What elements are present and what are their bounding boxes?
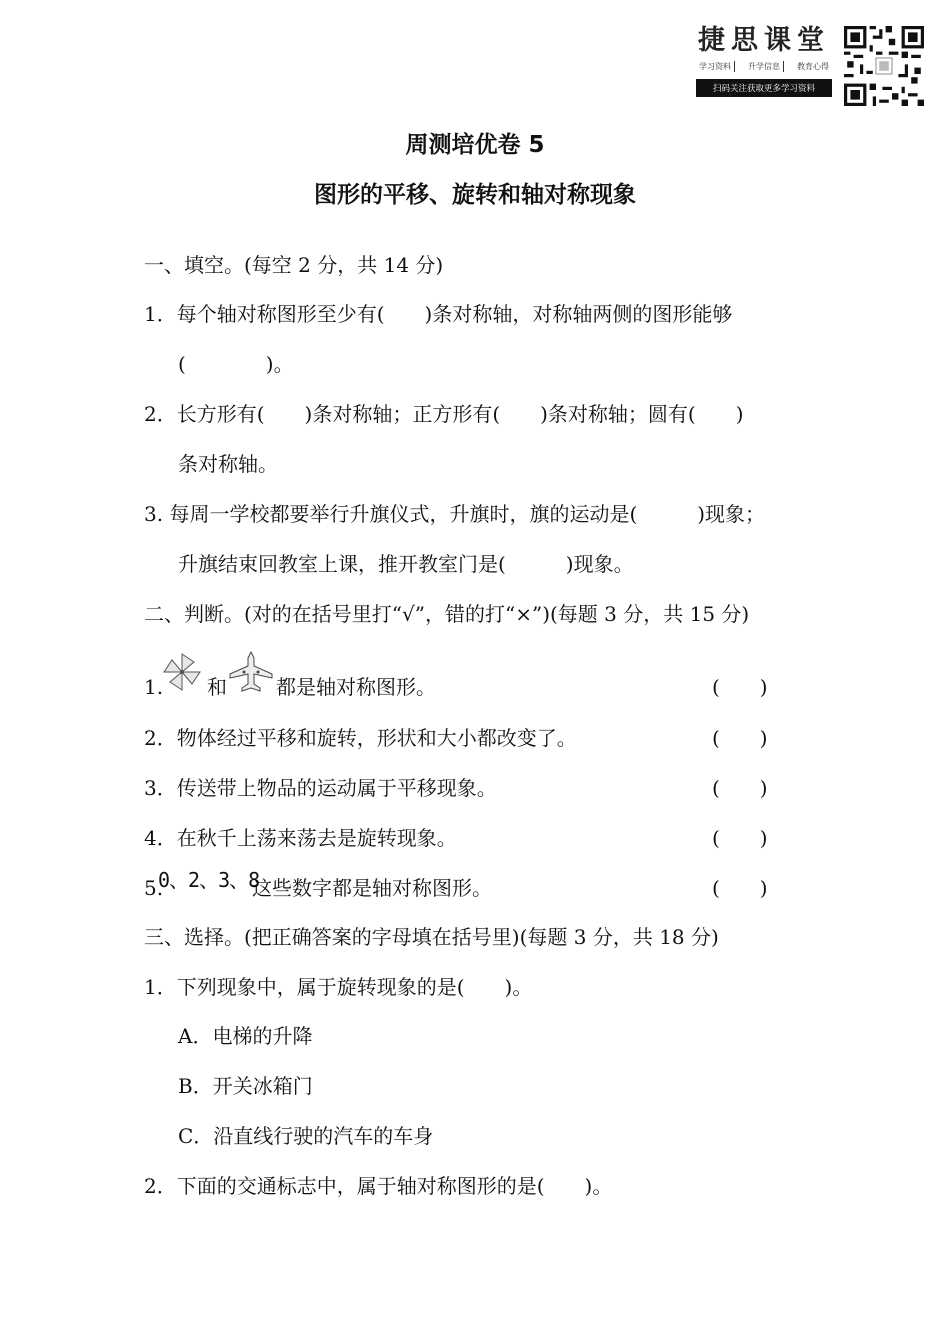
section-heading: 三、选择。(把正确答案的字母填在括号里)(每题 3 分，共 18 分) [144,925,719,949]
question-text: 1．每个轴对称图形至少有( )条对称轴，对称轴两侧的图形能够 [144,302,733,326]
question-text: 3．传送带上物品的运动属于平移现象。 [144,776,497,800]
question-text: 1．下列现象中，属于旋转现象的是( )。 [144,975,533,999]
question-text: 和 [207,675,227,699]
question-text: ( )。 [178,352,294,376]
question-text: 3. 每周一学校都要举行升旗仪式，升旗时，旗的运动是( )现象； [144,502,766,526]
question-text: 升旗结束回教室上课，推开教室门是( )现象。 [178,552,634,576]
brand-tag: 教育心得 [797,62,829,71]
option-a: A．电梯的升降 [178,1024,313,1048]
answer-parens: ( ) [712,826,768,850]
answer-parens: ( ) [712,675,768,699]
question-number: 5. [144,876,164,900]
section-heading: 二、判断。(对的在括号里打“√”，错的打“×”)(每题 3 分，共 15 分) [144,602,750,626]
question-text: 都是轴对称图形。 [276,675,436,699]
question-text: 这些数字都是轴对称图形。 [252,876,492,900]
question-number: 1. [144,675,164,699]
brand-tags [696,61,832,72]
answer-parens: ( ) [712,726,768,750]
brand-tag: 学习资料 [696,61,735,72]
pinwheel-icon [160,650,204,694]
airplane-icon [228,650,274,694]
question-text: 2．下面的交通标志中，属于轴对称图形的是( )。 [144,1174,613,1198]
answer-parens: ( ) [712,876,768,900]
brand-banner: 扫码关注获取更多学习资料 [696,79,832,97]
answer-parens: ( ) [712,776,768,800]
question-text: 条对称轴。 [178,452,278,476]
option-c: C．沿直线行驶的汽车的车身 [178,1124,434,1148]
digital-digits: 0、2、3、8 [158,868,260,892]
brand-block [696,22,832,97]
brand-name: 捷思课堂 [698,25,830,56]
question-text: 2．物体经过平移和旋转，形状和大小都改变了。 [144,726,577,750]
option-b: B．开关冰箱门 [178,1074,313,1098]
question-text: 2．长方形有( )条对称轴；正方形有( )条对称轴；圆有( ) [144,402,744,426]
page-subtitle: 图形的平移、旋转和轴对称现象 [314,182,636,208]
qr-code-icon [844,26,924,106]
brand-tag: 升学信息 [745,61,784,72]
section-heading: 一、填空。(每空 2 分，共 14 分) [144,253,444,277]
question-text: 4．在秋千上荡来荡去是旋转现象。 [144,826,457,850]
page-title: 周测培优卷 5 [405,132,545,158]
